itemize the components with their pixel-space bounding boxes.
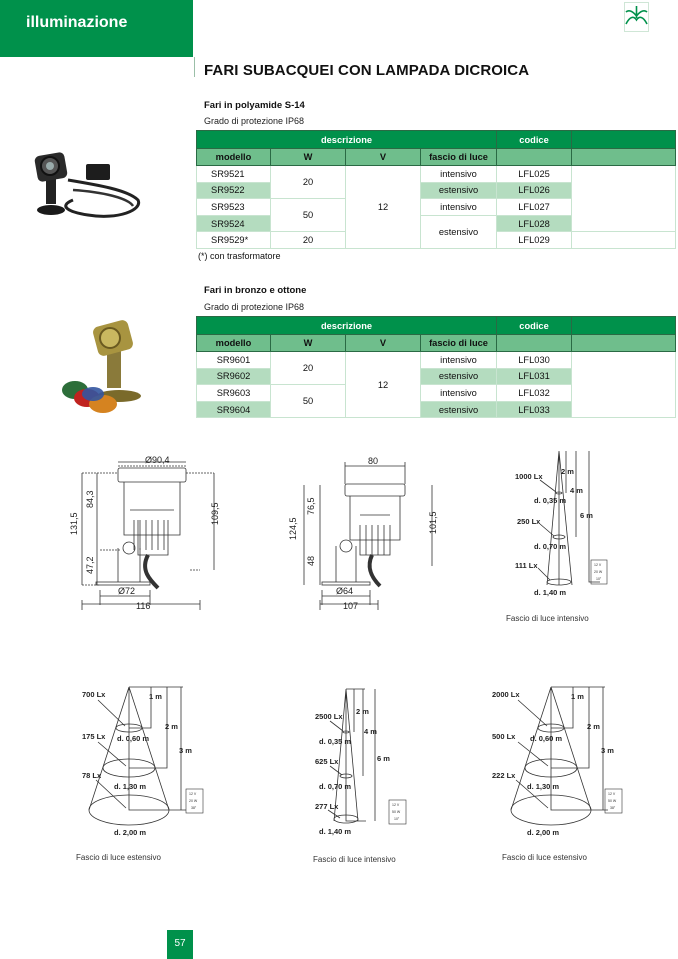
col-blank-sub: [572, 335, 676, 352]
dim-label: 47,2: [85, 556, 95, 574]
cell-v: 12: [346, 352, 421, 418]
spec-label: 50 W: [392, 810, 401, 814]
technical-drawings: [0, 440, 678, 880]
table-row: [197, 352, 676, 369]
cell-fascio: intensivo: [421, 385, 497, 402]
dim-label: 109,5: [210, 502, 220, 525]
spec-label: 12 V: [594, 563, 602, 567]
diagram-caption: Fascio di luce estensivo: [502, 853, 587, 862]
diameter-label: d. 2,00 m: [527, 828, 560, 837]
diameter-label: d. 0,35 m: [319, 737, 352, 746]
dim-label: 48: [306, 555, 316, 566]
dimension-drawing-1: [69, 455, 220, 611]
spec-label: 20 W: [189, 799, 198, 803]
dim-label: Ø72: [118, 586, 136, 596]
lux-label: 2500 Lx: [315, 712, 343, 721]
beam-diagram-intensive-50w: [313, 689, 406, 864]
polyamide-spotlight-photo: [28, 140, 148, 225]
product1-protection: Grado di protezione IP68: [204, 116, 305, 126]
col-fascio: fascio di luce: [421, 335, 497, 352]
col-fascio: fascio di luce: [421, 149, 497, 166]
cell-codice: LFL028: [497, 215, 572, 232]
distance-label: 2 m: [165, 722, 178, 731]
cell-w: 20: [271, 352, 346, 385]
col-v: V: [346, 149, 421, 166]
spec-label: 12 V: [392, 803, 400, 807]
diagram-caption: Fascio di luce intensivo: [506, 614, 589, 623]
lux-label: 175 Lx: [82, 732, 106, 741]
product2-protection: Grado di protezione IP68: [204, 302, 305, 312]
diameter-label: d. 1,40 m: [319, 827, 352, 836]
cell-blank: [572, 232, 676, 249]
header-descrizione: descrizione: [197, 131, 497, 149]
cell-w: 20: [271, 166, 346, 199]
dim-label: Ø64: [336, 586, 354, 596]
cell-codice: LFL029: [497, 232, 572, 249]
section-label: illuminazione: [26, 14, 128, 31]
distance-label: 1 m: [571, 692, 584, 701]
beam-diagram-extensive-20w: [76, 687, 203, 862]
cell-modello: SR9522: [197, 182, 271, 199]
dim-label: Ø90,4: [145, 455, 170, 465]
cell-codice: LFL031: [497, 368, 572, 385]
cell-modello: SR9529*: [197, 232, 271, 249]
col-modello: modello: [197, 335, 271, 352]
distance-label: 2 m: [356, 707, 369, 716]
distance-label: 4 m: [364, 727, 377, 736]
product1-table: [196, 130, 676, 249]
cell-codice: LFL026: [497, 182, 572, 199]
spec-label: 38°: [191, 806, 197, 810]
spec-label: 20 W: [594, 570, 603, 574]
header-descrizione: descrizione: [197, 317, 497, 335]
col-codice-sub: [497, 335, 572, 352]
dimension-drawing-2: [288, 456, 438, 611]
cell-modello: SR9604: [197, 401, 271, 418]
cell-codice: LFL030: [497, 352, 572, 369]
spec-label: 50 W: [608, 799, 617, 803]
cell-fascio: estensivo: [421, 368, 497, 385]
col-w: W: [271, 335, 346, 352]
diagram-caption: Fascio di luce intensivo: [313, 855, 396, 864]
cell-codice: LFL033: [497, 401, 572, 418]
cell-modello: SR9602: [197, 368, 271, 385]
beam-diagram-intensive-20w: [506, 451, 607, 623]
cell-blank: [572, 166, 676, 232]
diameter-label: d. 0,60 m: [117, 734, 150, 743]
lux-label: 222 Lx: [492, 771, 516, 780]
bronze-spotlight-photo: [55, 318, 165, 418]
cell-codice: LFL025: [497, 166, 572, 183]
distance-label: 2 m: [587, 722, 600, 731]
diameter-label: d. 0,35 m: [534, 496, 567, 505]
header-codice: codice: [497, 131, 572, 149]
spec-label: 38°: [610, 806, 616, 810]
col-blank-sub: [572, 149, 676, 166]
diameter-label: d. 0,60 m: [530, 734, 563, 743]
distance-label: 4 m: [570, 486, 583, 495]
header-blank: [572, 131, 676, 149]
distance-label: 3 m: [601, 746, 614, 755]
cell-modello: SR9603: [197, 385, 271, 402]
lux-label: 111 Lx: [515, 561, 538, 570]
col-v: V: [346, 335, 421, 352]
page-title: FARI SUBACQUEI CON LAMPADA DICROICA: [204, 62, 530, 79]
dim-label: 116: [136, 601, 151, 611]
distance-label: 2 m: [561, 467, 574, 476]
section-tab: [0, 0, 193, 57]
table-row: [197, 166, 676, 183]
spec-label: 12 V: [608, 792, 616, 796]
diameter-label: d. 2,00 m: [114, 828, 147, 837]
lux-label: 78 Lx: [82, 771, 102, 780]
cell-fascio: intensivo: [421, 166, 497, 183]
diameter-label: d. 0,70 m: [319, 782, 352, 791]
product1-title: Fari in polyamide S-14: [204, 100, 305, 111]
spec-label: 10°: [394, 817, 400, 821]
spec-label: 12 V: [189, 792, 197, 796]
dim-label: 101,5: [428, 511, 438, 534]
cell-modello: SR9523: [197, 199, 271, 216]
dim-label: 131,5: [69, 512, 79, 535]
dim-label: 107: [343, 601, 359, 611]
cell-fascio: estensivo: [421, 182, 497, 199]
beam-diagram-extensive-50w: [492, 687, 622, 862]
cell-modello: SR9524: [197, 215, 271, 232]
lux-label: 625 Lx: [315, 757, 339, 766]
cell-w: 20: [271, 232, 346, 249]
cell-w: 50: [271, 199, 346, 232]
distance-label: 6 m: [580, 511, 593, 520]
cell-fascio: estensivo: [421, 215, 497, 248]
diagram-caption: Fascio di luce estensivo: [76, 853, 161, 862]
cell-blank: [572, 352, 676, 418]
cell-codice: LFL027: [497, 199, 572, 216]
dim-label: 124,5: [288, 517, 298, 540]
distance-label: 6 m: [377, 754, 390, 763]
lux-label: 1000 Lx: [515, 472, 543, 481]
lux-label: 2000 Lx: [492, 690, 520, 699]
fountain-logo-icon: [624, 2, 649, 32]
dim-label: 84,3: [85, 490, 95, 508]
dim-label: 80: [368, 456, 379, 466]
dim-label: 76,5: [306, 497, 316, 515]
cell-fascio: intensivo: [421, 199, 497, 216]
cell-codice: LFL032: [497, 385, 572, 402]
footnote: (*) con trasformatore: [198, 251, 281, 261]
lux-label: 277 Lx: [315, 802, 339, 811]
product2-table: [196, 316, 676, 418]
header-blank: [572, 317, 676, 335]
lux-label: 700 Lx: [82, 690, 106, 699]
lux-label: 500 Lx: [492, 732, 516, 741]
distance-label: 3 m: [179, 746, 192, 755]
cell-v: 12: [346, 166, 421, 249]
diameter-label: d. 1,30 m: [114, 782, 147, 791]
page-number: 57: [167, 930, 193, 959]
cell-modello: SR9601: [197, 352, 271, 369]
col-modello: modello: [197, 149, 271, 166]
product2-title: Fari in bronzo e ottone: [204, 285, 307, 296]
diameter-label: d. 1,30 m: [527, 782, 560, 791]
header-codice: codice: [497, 317, 572, 335]
cell-w: 50: [271, 385, 346, 418]
divider: [194, 57, 195, 77]
col-w: W: [271, 149, 346, 166]
spec-label: 10°: [596, 577, 602, 581]
cell-fascio: intensivo: [421, 352, 497, 369]
cell-modello: SR9521: [197, 166, 271, 183]
col-codice-sub: [497, 149, 572, 166]
diameter-label: d. 0,70 m: [534, 542, 567, 551]
cell-fascio: estensivo: [421, 401, 497, 418]
diameter-label: d. 1,40 m: [534, 588, 567, 597]
distance-label: 1 m: [149, 692, 162, 701]
lux-label: 250 Lx: [517, 517, 541, 526]
